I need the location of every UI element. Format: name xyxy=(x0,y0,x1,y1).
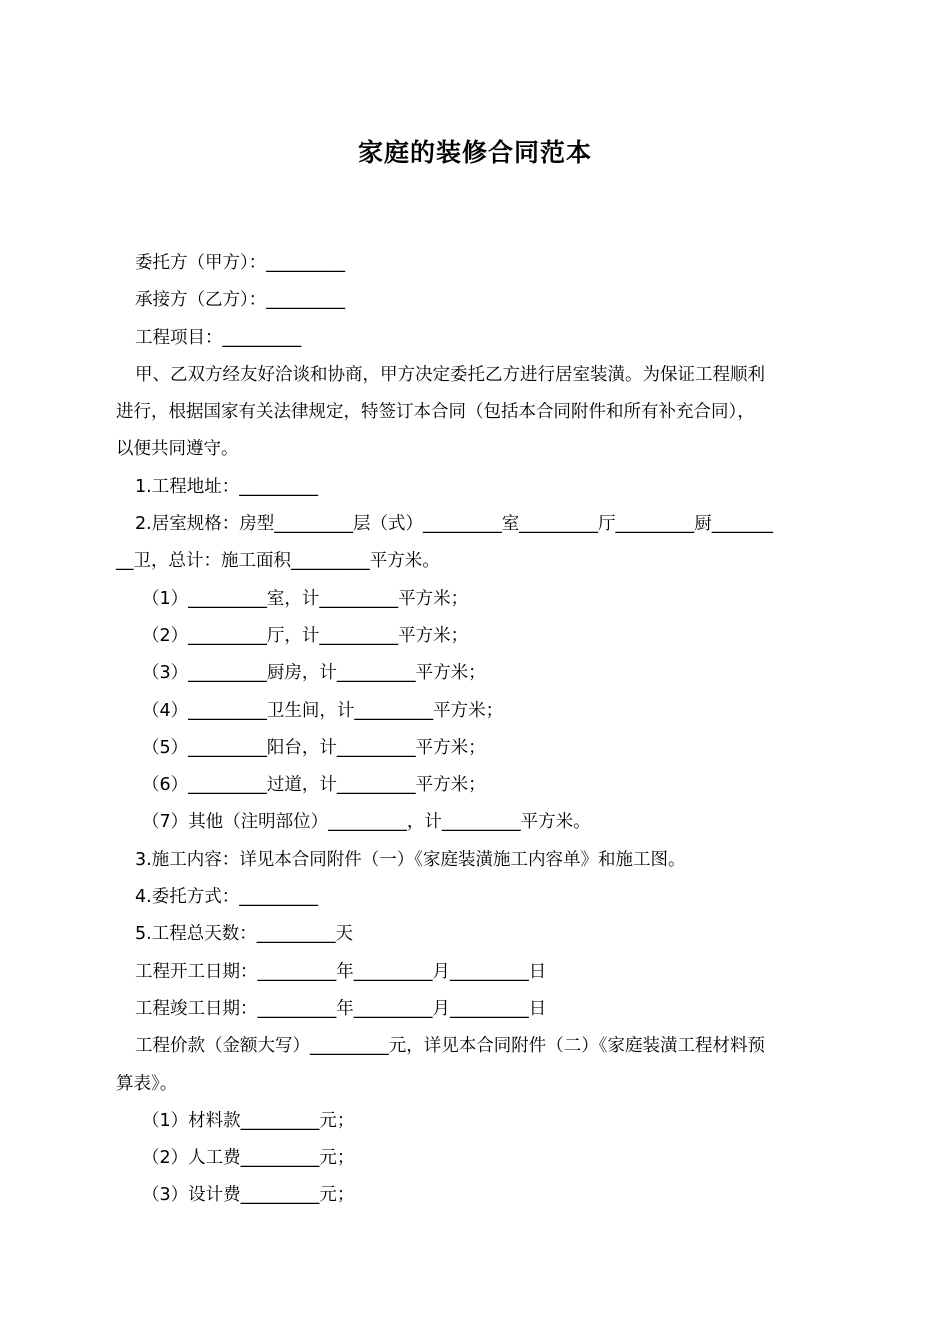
sub-item-6: （6）_________过道，计_________平方米； xyxy=(142,775,486,796)
sub-item-3: （3）_________厨房，计_________平方米； xyxy=(142,663,486,684)
intro-line-2: 进行，根据国家有关法律规定，特签订本合同（包括本合同附件和所有补充合同）， xyxy=(116,402,755,423)
cost-item-2: （2）人工费_________元； xyxy=(142,1148,355,1169)
intro-line-3: 以便共同遵守。 xyxy=(116,439,239,460)
price-line-1: 工程价款（金额大写）_________元，详见本合同附件（二）《家庭装潢工程材料预 xyxy=(135,1036,765,1057)
sub-item-1: （1）_________室，计_________平方米； xyxy=(142,588,469,609)
room-spec-line-2: __卫，总计：施工面积_________平方米。 xyxy=(116,551,440,572)
room-spec-line-1: 2.居室规格：房型_________层（式）_________室_________厅_________厨_______ xyxy=(135,514,773,535)
client-line: 委托方（甲方）：_________ xyxy=(135,253,345,273)
end-date-line: 工程竣工日期：_________年_________月_________日 xyxy=(135,998,547,1019)
document-title: 家庭的装修合同范本 xyxy=(357,138,592,167)
intro-line-1: 甲、乙双方经友好洽谈和协商，甲方决定委托乙方进行居室装潢。为保证工程顺利 xyxy=(135,364,765,385)
project-line: 工程项目：_________ xyxy=(135,327,302,348)
sub-item-2: （2）_________厅，计_________平方米； xyxy=(142,625,469,646)
cost-item-3: （3）设计费_________元； xyxy=(142,1185,355,1206)
commission-method-line: 4.委托方式：_________ xyxy=(135,887,318,908)
price-line-2: 算表》。 xyxy=(116,1073,178,1094)
contract-body xyxy=(116,245,836,1215)
sub-item-5: （5）_________阳台，计_________平方米； xyxy=(142,737,486,758)
sub-item-7: （7）其他（注明部位）_________，计_________平方米。 xyxy=(142,812,591,833)
contractor-line: 承接方（乙方）：_________ xyxy=(135,290,345,311)
address-line: 1.工程地址：_________ xyxy=(135,476,318,497)
cost-item-1: （1）材料款_________元； xyxy=(142,1110,355,1131)
work-content-line: 3.施工内容：详见本合同附件（一）《家庭装潢施工内容单》和施工图。 xyxy=(135,849,686,870)
sub-item-4: （4）_________卫生间，计_________平方米； xyxy=(142,700,504,721)
start-date-line: 工程开工日期：_________年_________月_________日 xyxy=(135,961,547,982)
total-days-line: 5.工程总天数：_________天 xyxy=(135,924,353,945)
